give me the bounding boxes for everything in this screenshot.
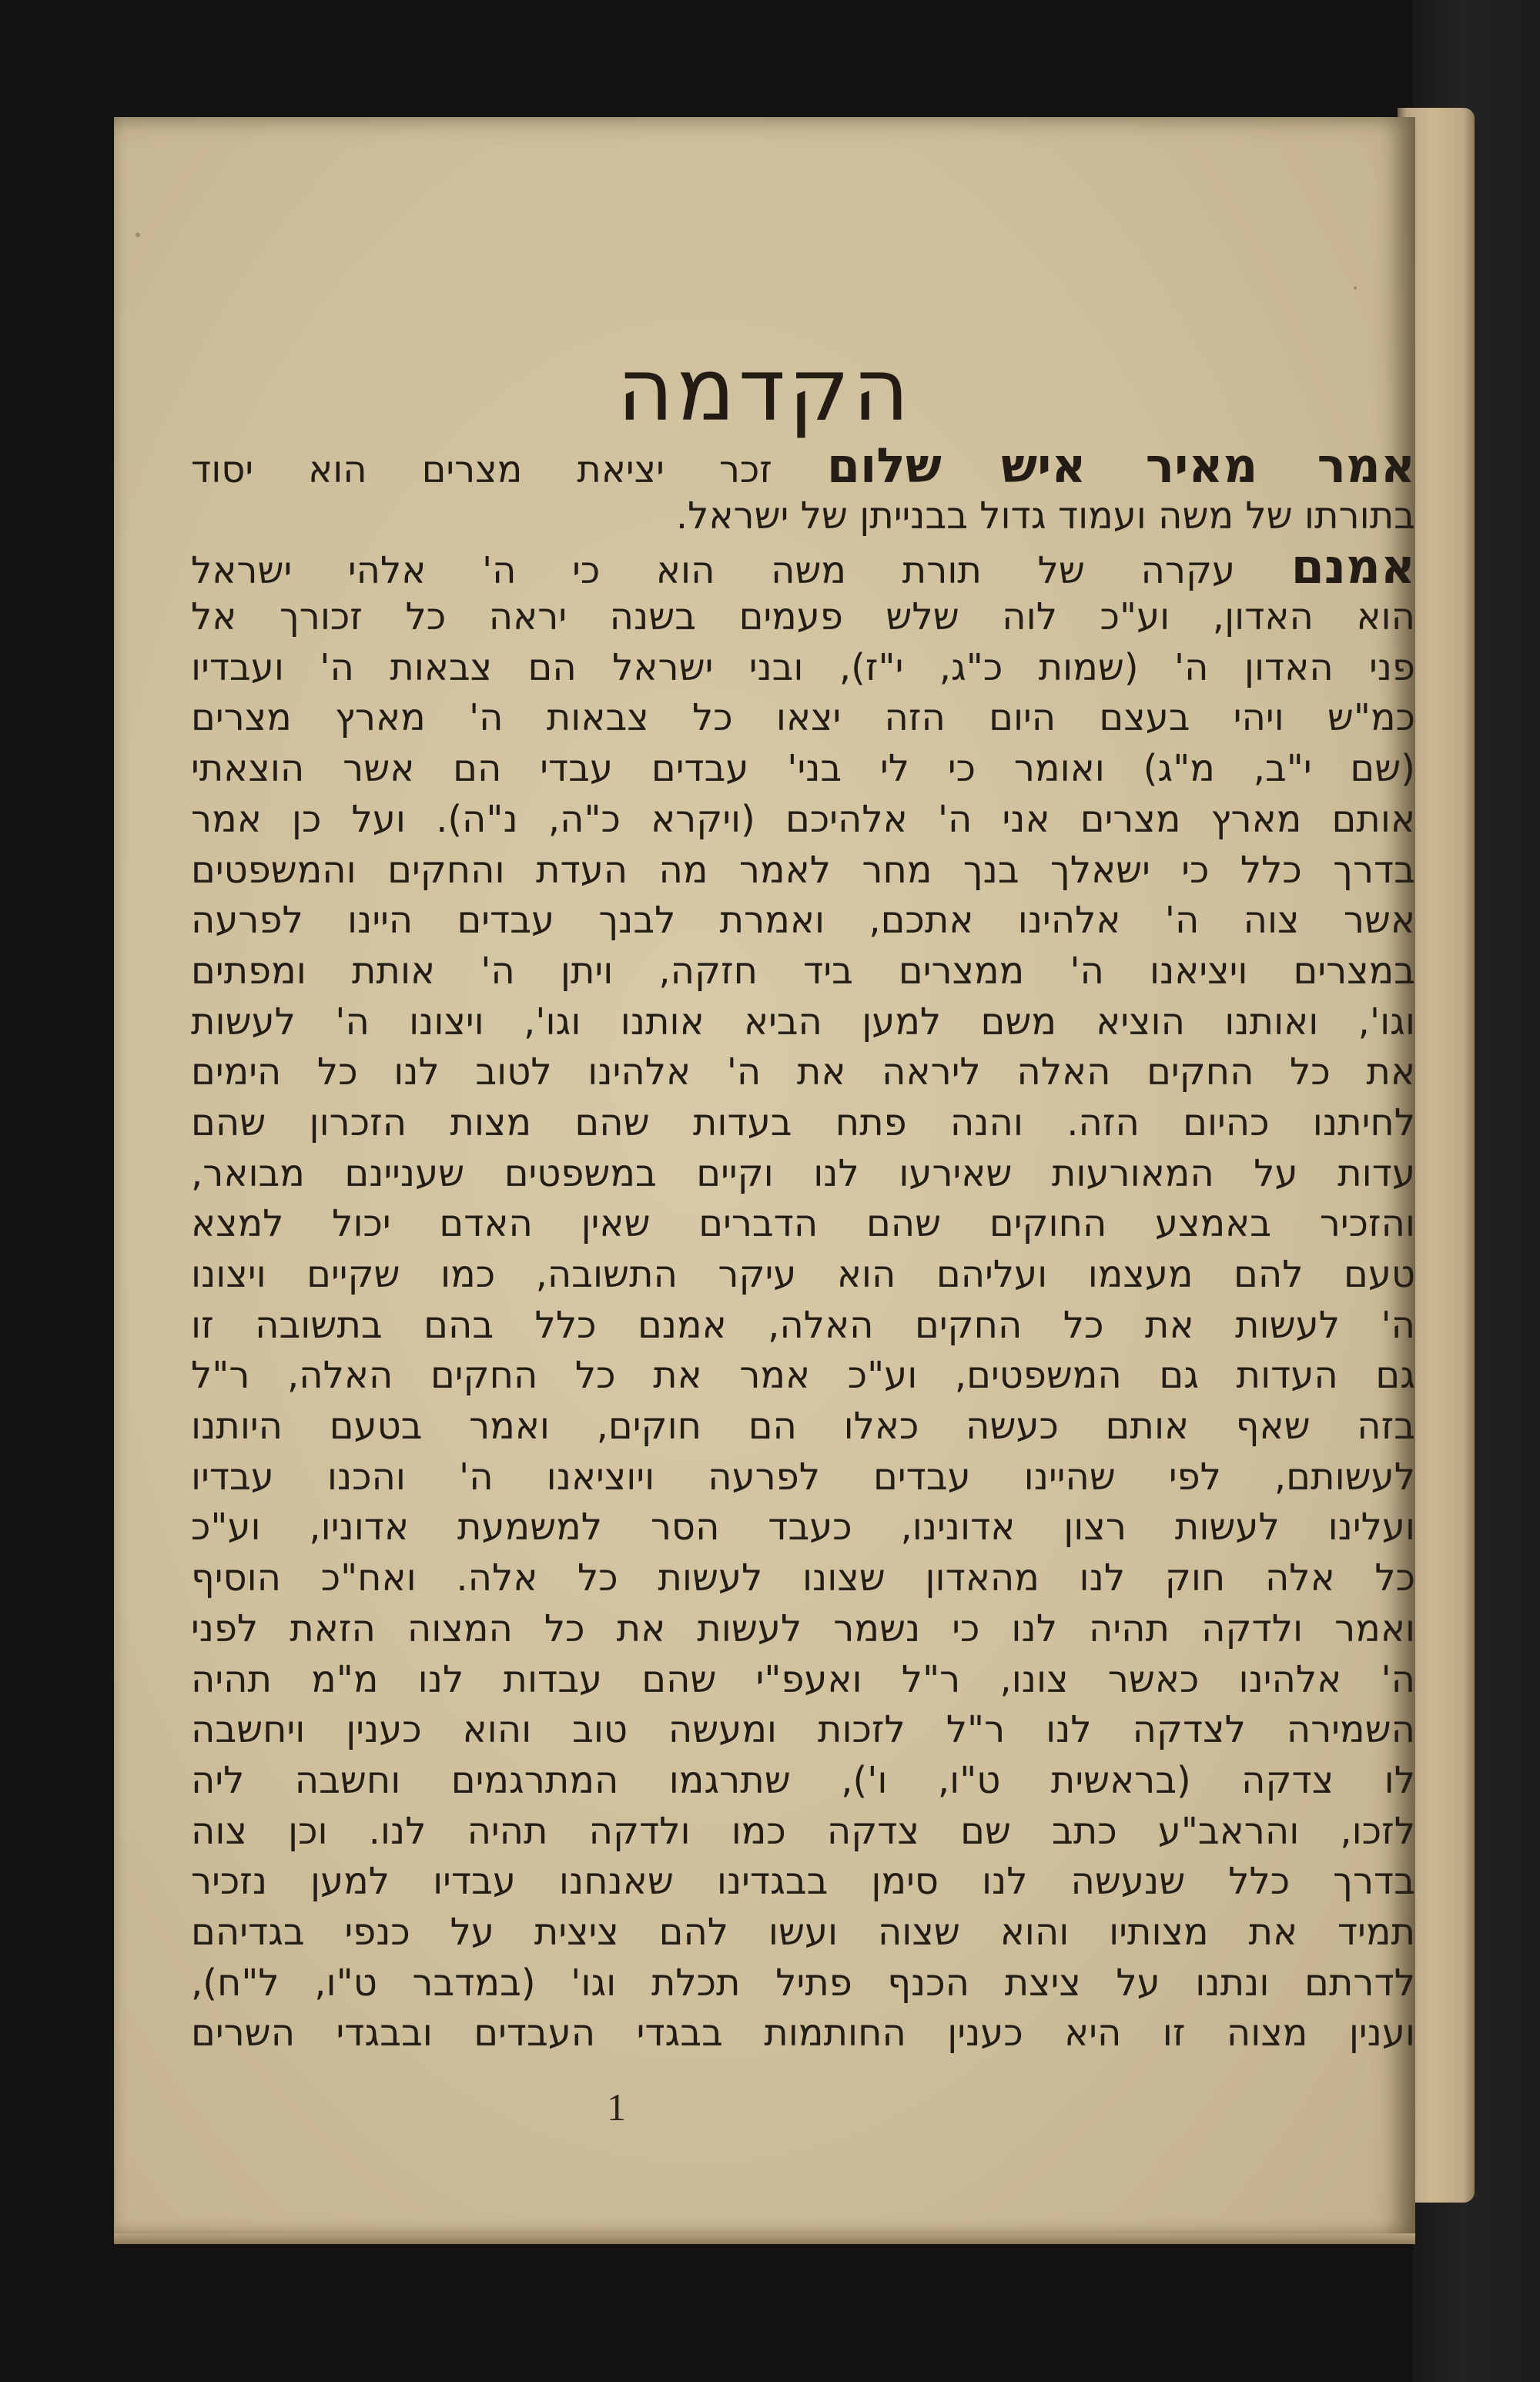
- text-line: ה' אלהינו כאשר צונו, ר"ל ואעפ"י שהם עבדות לנו מ"מ תהיה: [191, 1657, 1415, 1701]
- text-line: תמיד את מצותיו והוא שצוה ועשו להם ציצית על כנפי בגדיהם: [191, 1910, 1415, 1954]
- text-line: ואמר ולדקה תהיה לנו כי נשמר לעשות את כל המצוה הזאת לפני: [191, 1606, 1415, 1650]
- text-line: [191, 441, 1415, 491]
- text-line: כמ"ש ויהי בעצם היום הזה יצאו כל צבאות ה' מארץ מצרים: [191, 696, 1415, 740]
- text-line: אשר צוה ה' אלהינו אתכם, ואמרת לבנך עבדים היינו לפרעה: [191, 899, 1415, 943]
- text-line: לעשותם, לפי שהיינו עבדים לפרעה ויוציאנו ה' והכנו עבדיו: [191, 1455, 1415, 1499]
- text-line: הוא האדון, וע"כ לוה שלש פעמים בשנה יראה כל זכורך אל: [191, 595, 1415, 639]
- body-text: [191, 441, 1415, 2110]
- page-number: 1: [607, 2086, 626, 2129]
- paper-fleck: [136, 233, 140, 237]
- text-line: בזה שאף אותם כעשה כאלו הם חוקים, ואמר בטעם היותנו: [191, 1405, 1415, 1449]
- page-heading: הקדמה: [617, 340, 912, 441]
- text-line: לו צדקה (בראשית ט"ו, ו'), שתרגמו המתרגמים וחשבה ליה: [191, 1758, 1415, 1802]
- text-line: במצרים ויציאנו ה' ממצרים ביד חזקה, ויתן ה' אותת ומפתים: [191, 949, 1415, 993]
- text-line: והזכיר באמצע החוקים שהם הדברים שאין האדם יכול למצא: [191, 1202, 1415, 1246]
- text-line: כל אלה חוק לנו מהאדון שצונו לעשות כל אלה. ואח"כ הוסיף: [191, 1556, 1415, 1600]
- text-line: בדרך כלל שנעשה לנו סימן בבגדינו שאנחנו עבדיו למען נזכיר: [191, 1860, 1415, 1904]
- text-line: ה' לעשות את כל החקים האלה, אמנם כלל בהם בתשובה זו: [191, 1303, 1415, 1347]
- opening-words: אמר מאיר איש שלום: [826, 441, 1415, 491]
- text-line-rest: עקרה של תורת משה הוא כי ה' אלהי ישראל: [191, 549, 1236, 593]
- text-line: לדרתם ונתנו על ציצת הכנף פתיל תכלת וגו' (במדבר ט"ו, ל"ח),: [191, 1961, 1415, 2005]
- text-line: גם העדות גם המשפטים, וע"כ אמר את כל החקים האלה, ר"ל: [191, 1354, 1415, 1398]
- text-line: ועלינו לעשות רצון אדונינו, כעבד הסר למשמעת אדוניו, וע"כ: [191, 1506, 1415, 1549]
- text-line: השמירה לצדקה לנו ר"ל לזכות ומעשה טוב והוא כענין ויחשבה: [191, 1708, 1415, 1752]
- text-line-rest: זכר יציאת מצרים הוא יסוד: [191, 448, 772, 491]
- paper-fleck: [1354, 286, 1357, 290]
- text-line: וגו', ואותנו הוציא משם למען הביא אותנו וגו', ויצונו ה' לעשות: [191, 1000, 1415, 1044]
- text-line: לזכו, והראב"ע כתב שם צדקה כמו ולדקה תהיה לנו. וכן צוה: [191, 1809, 1415, 1853]
- text-line: אותם מארץ מצרים אני ה' אלהיכם (ויקרא כ"ה, נ"ה). ועל כן אמר: [191, 797, 1415, 841]
- text-line: בתורתו של משה ועמוד גדול בבנייתן של ישראל.: [675, 494, 1415, 538]
- text-line: וענין מצוה זו היא כענין החותמות בבגדי העבדים ובבגדי השרים: [191, 2012, 1415, 2055]
- book-page: [114, 117, 1415, 2243]
- text-line: [191, 541, 1415, 592]
- text-line: עדות על המאורעות שאירעו לנו וקיים במשפטים שעניינם מבואר,: [191, 1151, 1415, 1195]
- text-line: טעם להם מעצמו ועליהם הוא עיקר התשובה, כמו שקיים ויצונו: [191, 1253, 1415, 1296]
- page-bottom-edge: [114, 2233, 1415, 2244]
- text-line: את כל החקים האלה ליראה את ה' אלהינו לטוב לנו כל הימים: [191, 1050, 1415, 1094]
- opening-words: אמנם: [1291, 541, 1415, 593]
- text-line: (שם י"ב, מ"ג) ואומר כי לי בני' עבדים עבדי הם אשר הוצאתי: [191, 747, 1415, 791]
- text-line: פני האדון ה' (שמות כ"ג, י"ז), ובני ישראל הם צבאות ה' ועבדיו: [191, 645, 1415, 689]
- text-line: לחיתנו כהיום הזה. והנה פתח בעדות שהם מצות הזכרון שהם: [191, 1101, 1415, 1144]
- text-line: [191, 2059, 1415, 2110]
- text-line: בדרך כלל כי ישאלך בנך מחר לאמר מה העדת והחקים והמשפטים: [191, 848, 1415, 892]
